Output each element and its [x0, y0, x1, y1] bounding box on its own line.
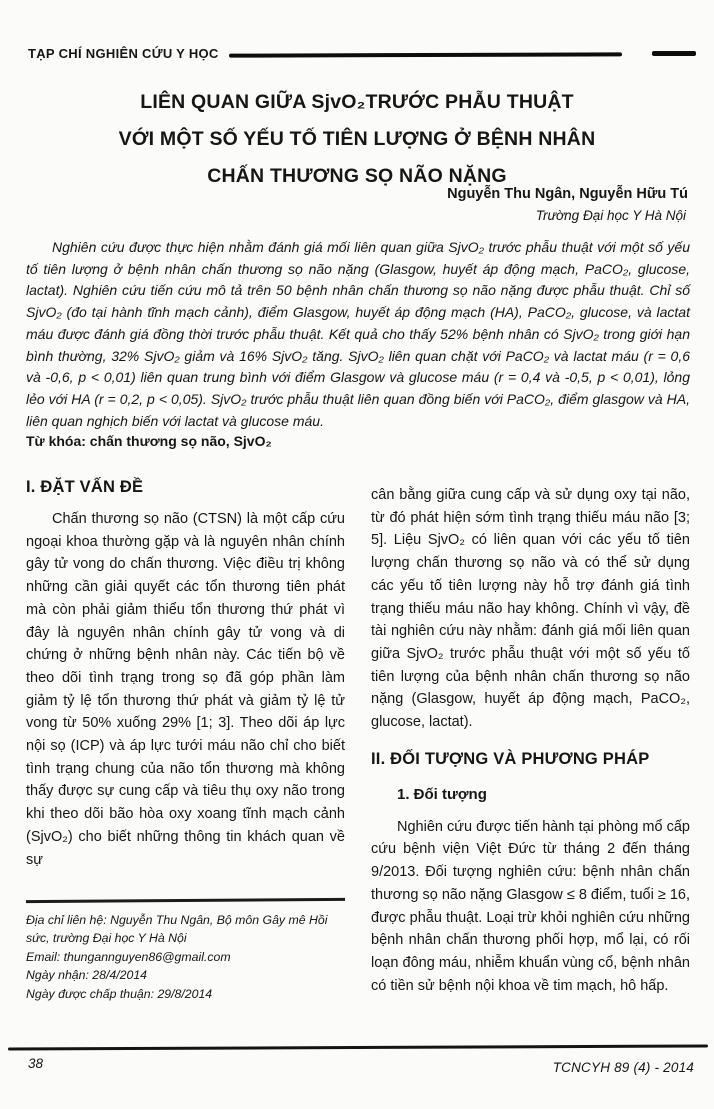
journal-reference: TCNCYH 89 (4) - 2014 — [552, 1060, 694, 1075]
left-column — [26, 476, 345, 1039]
right-column — [371, 476, 690, 1039]
affiliation: Trường Đại học Y Hà Nội — [535, 208, 686, 223]
section-heading-intro: I. ĐẶT VẤN ĐỀ — [26, 478, 144, 496]
keywords-line — [26, 433, 690, 449]
subsection-heading-subjects: 1. Đối tượng — [397, 785, 487, 803]
header-rule — [229, 53, 622, 58]
keywords-text: chấn thương sọ não, SjvO₂ — [85, 433, 272, 449]
page-number: 38 — [28, 1056, 44, 1071]
section-heading-methods: II. ĐỐI TƯỢNG VÀ PHƯƠNG PHÁP — [371, 749, 650, 768]
intro-paragraph-left: Chấn thương sọ não (CTSN) là một cấp cứu ngoại khoa thường gặp và là nguyên nhân chính gây tử vong do chấn thương. Việc điều trị không những cần giải quyết các tổn thương tiên phát mà còn phải giảm thiểu tổn thương thứ phát vì đây là nguyên nhân chính gây tử vong và di chứng ở những bệnh nhân này. Các tiến bộ về theo dõi tình trạng trong sọ đã góp phần làm giảm tỷ lệ tổn thương thứ phát và giảm tỷ lệ tử vong từ 50% xuống 29% [1; 3]. Theo dõi áp lực nội sọ (ICP) và áp lực tưới máu não chỉ cho biết tình trạng chung của não tổn thương mà không thấy được sự cung cấp và tiêu thụ oxy não trong khi theo dõi bão hòa oxy xoang tĩnh mạch cảnh (SjvO₂) cho biết những thông tin khách quan về sự — [26, 511, 345, 868]
footnote — [26, 899, 345, 1003]
page-header — [28, 46, 696, 61]
intro-paragraph-right: cân bằng giữa cung cấp và sử dụng oxy tại não, từ đó phát hiện sớm tình trạng thiếu máu não [3; 5]. Liệu SjvO₂ có liên quan với các yếu tố tiên lượng chấn thương sọ não và có thể sử dụng các yếu tố tiên lượng này hỗ trợ đánh giá tình trạng thiếu máu não hay không. Chính vì vậy, đề tài nghiên cứu này nhằm: đánh giá mối liên quan giữa SjvO₂ trước phẫu thuật với một số yếu tố tiên lượng của bệnh nhân chấn thương sọ não nặng (Glasgow, huyết áp động mạch, PaCO₂, glucose, lactat). — [371, 487, 690, 731]
authors: Nguyễn Thu Ngân, Nguyễn Hữu Tú — [447, 186, 688, 202]
footer-rule — [8, 1044, 708, 1050]
footnote-separator — [26, 898, 345, 903]
abstract-paragraph: Nghiên cứu được thực hiện nhằm đánh giá mối liên quan giữa SjvO₂ trước phẫu thuật với một số yếu tố tiên lượng ở bệnh nhân chấn thương sọ não nặng (Glasgow, huyết áp động mạch, PaCO₂, glucose, lactat). Nghiên cứu tiến cứu mô tả trên 50 bệnh nhân chấn thương sọ não nặng được phẫu thuật. Chỉ số SjvO₂ (đo tại hành tĩnh mạch cảnh), điểm Glasgow, huyết áp động mạch (HA), PaCO₂, glucose, và lactat máu được đánh giá đồng thời trước phẫu thuật. Kết quả cho thấy 52% bệnh nhân có SjvO₂ trong giới hạn bình thường, 32% SjvO₂ giảm và 16% SjvO₂ tăng. SjvO₂ liên quan chặt với PaCO₂ và lactat máu (r = 0,6 và -0,6, p < 0,01) liên quan trung bình với điểm Glasgow và glucose máu (r = 0,4 và -0,5, p < 0,01), lỏng lẻo với HA (r = 0,2, p < 0,05). SjvO₂ trước phẫu thuật liên quan đồng biến với PaCO₂, điểm glasgow và HA, liên quan nghịch biến với lactat và glucose máu. — [26, 239, 690, 429]
title-line-3: CHẤN THƯƠNG SỌ NÃO NẶNG — [207, 165, 507, 187]
footnote-contact: Địa chỉ liên hệ: Nguyễn Thu Ngân, Bộ môn Gây mê Hồi sức, trường Đại học Y Hà Nội — [26, 912, 328, 946]
journal-name: TẠP CHÍ NGHIÊN CỨU Y HỌC — [28, 46, 219, 61]
footnote-email: Email: thungannguyen86@gmail.com — [26, 949, 231, 964]
subjects-paragraph: Nghiên cứu được tiến hành tại phòng mổ cấp cứu bệnh viện Việt Đức từ tháng 2 đến tháng 9/2013. Đối tượng nghiên cứu: bệnh nhân chấn thương sọ não nặng Glasgow ≤ 8 điểm, tuổi ≥ 16, được phẫu thuật. Loại trừ khỏi nghiên cứu những bệnh nhân chấn thương phối hợp, mổ lại, có rối loạn đông máu, nhiễm khuẩn vùng cổ, bệnh nhân có tiền sử bệnh nội khoa về tim mạch, hô hấp. — [371, 818, 690, 994]
title-line-2: VỚI MỘT SỐ YẾU TỐ TIÊN LƯỢNG Ở BỆNH NHÂN — [118, 128, 596, 150]
footnote-received-date: Ngày nhận: 28/4/2014 — [26, 968, 148, 983]
footnote-accepted-date: Ngày được chấp thuận: 29/8/2014 — [26, 986, 213, 1001]
body-columns — [26, 476, 690, 1039]
article-title — [40, 84, 674, 195]
header-corner-dash — [652, 51, 696, 56]
keywords-label: Từ khóa: — [26, 433, 86, 449]
title-line-1: LIÊN QUAN GIỮA SjvO₂TRƯỚC PHẪU THUẬT — [140, 91, 574, 113]
